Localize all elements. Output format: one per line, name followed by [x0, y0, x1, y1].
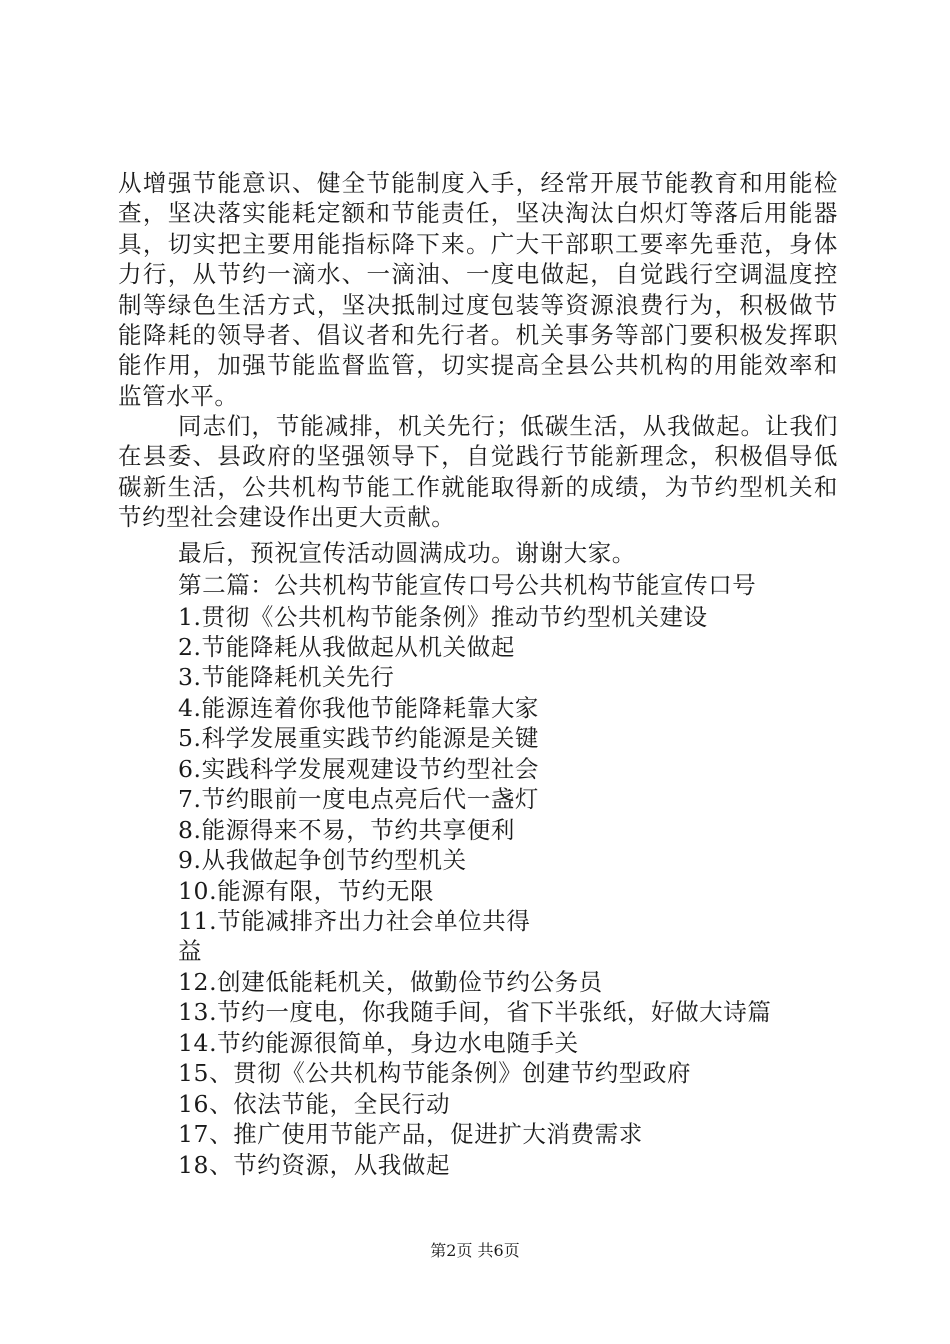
list-item: 益 — [178, 937, 203, 965]
list-item: 1.贯彻《公共机构节能条例》推动节约型机关建设 — [178, 603, 708, 631]
list-item: 18、节约资源，从我做起 — [178, 1151, 451, 1179]
list-item: 11.节能减排齐出力社会单位共得 — [178, 907, 531, 935]
body-paragraph-2: 同志们，节能减排，机关先行；低碳生活，从我做起。让我们在县委、县政府的坚强领导下，自觉践行节能新理念，积极倡导低碳新生活，公共机构节能工作就能取得新的成绩，为节约型机关和节约型社会建设作出更大贡献。 — [118, 412, 838, 532]
list-item: 14.节约能源很简单，身边水电随手关 — [178, 1029, 579, 1057]
closing-line: 最后，预祝宣传活动圆满成功。谢谢大家。 — [178, 539, 636, 567]
list-item: 8.能源得来不易，节约共享便利 — [178, 816, 515, 844]
page-footer: 第2页 共6页 — [430, 1241, 520, 1260]
body-paragraph-1: 从增强节能意识、健全节能制度入手，经常开展节能教育和用能检查，坚决落实能耗定额和节能责任，坚决淘汰白炽灯等落后用能器具，切实把主要用能指标降下来。广大干部职工要率先垂范，身体力行，从节约一滴水、一滴油、一度电做起，自觉践行空调温度控制等绿色生活方式，坚决抵制过度包装等资源浪费行为，积极做节能降耗的领导者、倡议者和先行者。机关事务等部门要积极发挥职能作用，加强节能监督监管，切实提高全县公共机构的用能效率和监管水平。 — [118, 169, 838, 410]
list-item: 15、贯彻《公共机构节能条例》创建节约型政府 — [178, 1059, 692, 1087]
section-title: 第二篇：公共机构节能宣传口号公共机构节能宣传口号 — [178, 571, 757, 599]
list-item: 17、推广使用节能产品，促进扩大消费需求 — [178, 1120, 643, 1148]
list-item: 12.创建低能耗机关，做勤俭节约公务员 — [178, 968, 603, 996]
list-item: 9.从我做起争创节约型机关 — [178, 846, 467, 874]
list-item: 2.节能降耗从我做起从机关做起 — [178, 633, 515, 661]
list-item: 6.实践科学发展观建设节约型社会 — [178, 755, 540, 783]
list-item: 3.节能降耗机关先行 — [178, 663, 395, 691]
list-item: 16、依法节能，全民行动 — [178, 1090, 451, 1118]
list-item: 10.能源有限，节约无限 — [178, 877, 435, 905]
list-item: 7.节约眼前一度电点亮后代一盏灯 — [178, 785, 540, 813]
list-item: 5.科学发展重实践节约能源是关键 — [178, 724, 540, 752]
list-item: 13.节约一度电，你我随手间，省下半张纸，好做大诗篇 — [178, 998, 772, 1026]
list-item: 4.能源连着你我他节能降耗靠大家 — [178, 694, 540, 722]
